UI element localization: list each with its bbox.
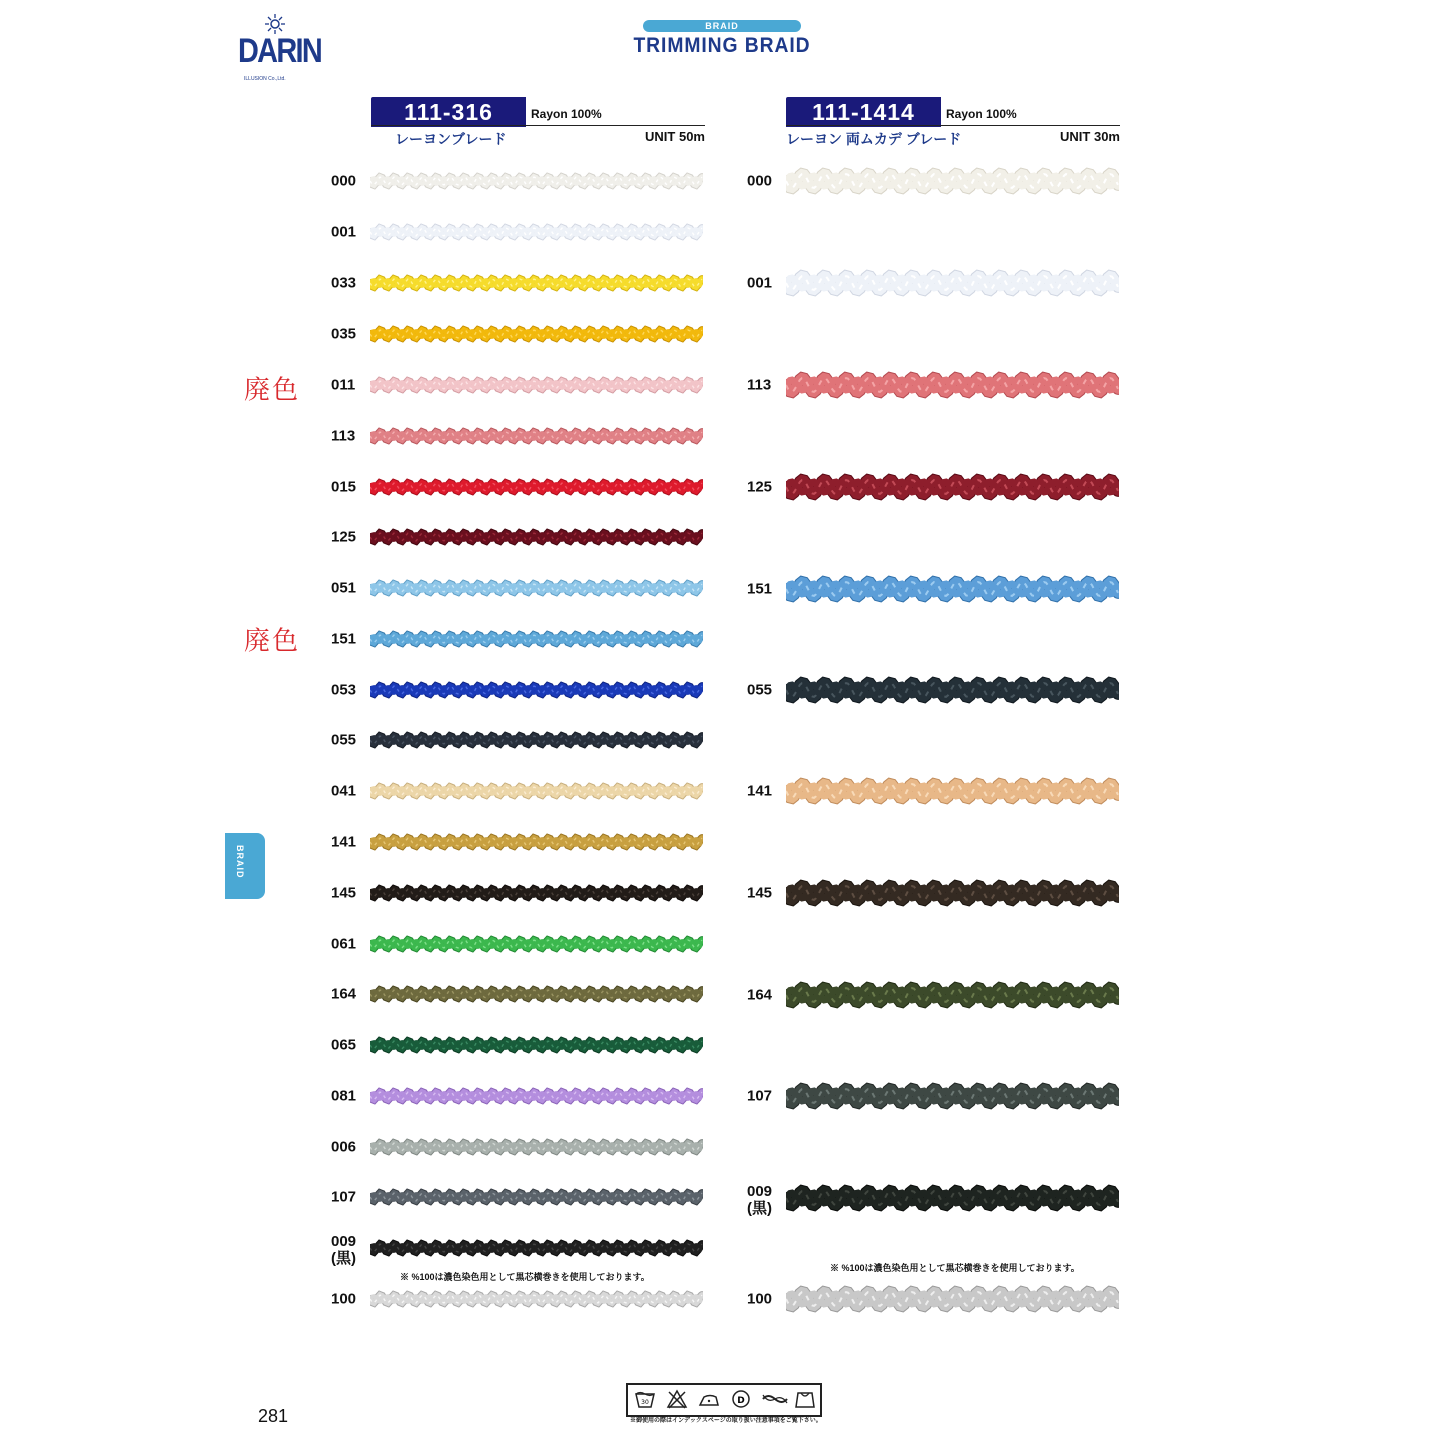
braid-swatch-image <box>370 1085 703 1107</box>
braid-swatch <box>786 164 1119 198</box>
braid-swatch-image <box>370 1034 703 1056</box>
braid-swatch <box>786 978 1119 1012</box>
braid-swatch-image <box>786 1282 1119 1316</box>
svg-text:D: D <box>737 1396 745 1406</box>
braid-swatch <box>370 933 703 955</box>
braid-swatch-image <box>370 577 703 599</box>
color-code: 113 <box>747 376 772 394</box>
color-code: 051 <box>331 579 357 597</box>
braid-swatch-image <box>370 882 703 904</box>
left-product-header <box>371 95 705 145</box>
braid-swatch-image <box>370 1186 703 1208</box>
braid-swatch-image <box>786 164 1119 198</box>
page-title: TRIMMING BRAID <box>633 34 811 57</box>
braid-swatch <box>370 882 703 904</box>
braid-swatch-image <box>370 170 703 192</box>
braid-swatch-image <box>370 983 703 1005</box>
braid-swatch <box>370 1085 703 1107</box>
fabric-content: Rayon 100% <box>946 107 1017 121</box>
color-code: 113 <box>331 427 356 445</box>
braid-swatch-image <box>370 780 703 802</box>
braid-swatch <box>370 831 703 853</box>
braid-swatch-image <box>786 673 1119 707</box>
braid-swatch <box>786 572 1119 606</box>
braid-swatch <box>370 476 703 498</box>
color-code: 141 <box>331 833 357 851</box>
braid-swatch <box>370 983 703 1005</box>
hang-dry-icon <box>794 1389 816 1409</box>
braid-swatch <box>370 628 703 650</box>
braid-swatch <box>786 266 1119 300</box>
header-rule <box>371 125 705 126</box>
product-name-jp: レーヨン 両ムカデ ブレード <box>786 131 962 147</box>
braid-swatch-image <box>786 1079 1119 1113</box>
color-code: 151 <box>331 630 357 648</box>
braid-swatch-image <box>370 729 703 751</box>
brand-tagline: ILLUSION Co.,Ltd. <box>244 76 286 82</box>
braid-swatch <box>370 170 703 192</box>
right-note: ※ %100は濃色染色用として黒芯横巻きを使用しております。 <box>830 1263 1080 1273</box>
braid-swatch-image <box>370 221 703 243</box>
color-code: 061 <box>331 935 357 953</box>
color-code: 100 <box>331 1290 357 1308</box>
color-code: 009 (黒) <box>747 1183 773 1217</box>
braid-swatch-image <box>786 470 1119 504</box>
color-code: 125 <box>331 528 357 546</box>
braid-swatch <box>370 221 703 243</box>
unit-length: UNIT 30m <box>1060 129 1120 144</box>
color-code: 000 <box>331 172 357 190</box>
color-code: 145 <box>331 884 357 902</box>
color-code: 107 <box>331 1188 357 1206</box>
color-code: 141 <box>747 782 773 800</box>
braid-swatch <box>786 1282 1119 1316</box>
header-rule <box>786 125 1120 126</box>
wring-icon <box>762 1389 788 1409</box>
braid-swatch-image <box>786 876 1119 910</box>
care-symbols <box>626 1383 822 1417</box>
braid-swatch-image <box>786 774 1119 808</box>
braid-swatch <box>370 1237 703 1259</box>
color-code: 041 <box>331 782 357 800</box>
sun-icon <box>264 14 286 34</box>
side-index-tab[interactable] <box>225 833 265 899</box>
color-code: 100 <box>747 1290 773 1308</box>
color-code: 125 <box>747 478 773 496</box>
color-code: 145 <box>747 884 773 902</box>
braid-swatch <box>370 679 703 701</box>
color-code: 081 <box>331 1087 357 1105</box>
color-code: 015 <box>331 478 357 496</box>
braid-swatch <box>370 425 703 447</box>
braid-swatch-image <box>786 266 1119 300</box>
braid-swatch-image <box>370 1288 703 1310</box>
braid-swatch-image <box>370 323 703 345</box>
braid-swatch <box>786 1079 1119 1113</box>
left-note: ※ %100は濃色染色用として黒芯横巻きを使用しております。 <box>400 1272 650 1282</box>
color-code: 001 <box>747 274 773 292</box>
braid-swatch-image <box>370 933 703 955</box>
braid-swatch-image <box>370 628 703 650</box>
braid-swatch <box>370 1136 703 1158</box>
page-number: 281 <box>258 1406 289 1426</box>
category-pill: BRAID <box>643 20 801 32</box>
no-bleach-icon <box>666 1389 688 1409</box>
braid-swatch <box>786 673 1119 707</box>
braid-swatch <box>786 774 1119 808</box>
braid-swatch-image <box>370 374 703 396</box>
braid-swatch <box>370 1288 703 1310</box>
brand-logo <box>238 14 322 82</box>
product-name-jp: レーヨンブレード <box>395 131 507 147</box>
braid-swatch-image <box>370 526 703 548</box>
side-tab-label: BRAID <box>235 845 245 879</box>
braid-swatch <box>370 323 703 345</box>
color-code: 065 <box>331 1036 357 1054</box>
color-code: 033 <box>331 274 357 292</box>
braid-swatch <box>370 526 703 548</box>
color-code: 006 <box>331 1138 357 1156</box>
braid-swatch <box>370 577 703 599</box>
unit-length: UNIT 50m <box>645 129 705 144</box>
color-code: 035 <box>331 325 357 343</box>
color-code: 011 <box>331 376 356 394</box>
braid-swatch <box>370 1186 703 1208</box>
braid-swatch-image <box>370 679 703 701</box>
dry-clean-icon <box>730 1389 752 1409</box>
wash-30-icon <box>634 1389 656 1409</box>
color-code: 164 <box>331 985 357 1003</box>
color-code: 055 <box>331 731 357 749</box>
svg-text:30: 30 <box>641 1399 649 1406</box>
braid-swatch <box>370 1034 703 1056</box>
braid-swatch <box>786 368 1119 402</box>
braid-swatch-image <box>370 1237 703 1259</box>
color-code: 055 <box>747 681 773 699</box>
braid-swatch-image <box>370 476 703 498</box>
braid-swatch <box>370 780 703 802</box>
color-code: 000 <box>747 172 773 190</box>
braid-swatch-image <box>370 272 703 294</box>
color-code: 053 <box>331 681 357 699</box>
color-code: 009 (黒) <box>331 1233 357 1267</box>
discontinued-stamp: 廃色 <box>244 626 301 656</box>
braid-swatch-image <box>786 368 1119 402</box>
braid-swatch-image <box>786 572 1119 606</box>
braid-swatch-image <box>786 978 1119 1012</box>
product-code: 111-316 <box>371 97 526 127</box>
discontinued-stamp: 廃色 <box>244 375 301 405</box>
product-code: 111-1414 <box>786 97 941 127</box>
care-note: ※御使用の際はインデックスページの取り扱い注意事項をご覧下さい。 <box>630 1418 822 1424</box>
fabric-content: Rayon 100% <box>531 107 602 121</box>
braid-swatch-image <box>786 1181 1119 1215</box>
braid-swatch-image <box>370 425 703 447</box>
color-code: 164 <box>747 986 773 1004</box>
braid-swatch <box>370 729 703 751</box>
braid-swatch <box>786 470 1119 504</box>
braid-swatch <box>786 876 1119 910</box>
braid-swatch-image <box>370 1136 703 1158</box>
braid-swatch <box>370 272 703 294</box>
braid-swatch <box>370 374 703 396</box>
color-code: 151 <box>747 580 773 598</box>
iron-icon <box>698 1389 720 1409</box>
brand-name: DARIN <box>238 32 322 70</box>
color-code: 001 <box>331 223 357 241</box>
braid-swatch <box>786 1181 1119 1215</box>
right-product-header <box>786 95 1120 145</box>
braid-swatch-image <box>370 831 703 853</box>
color-code: 107 <box>747 1087 773 1105</box>
